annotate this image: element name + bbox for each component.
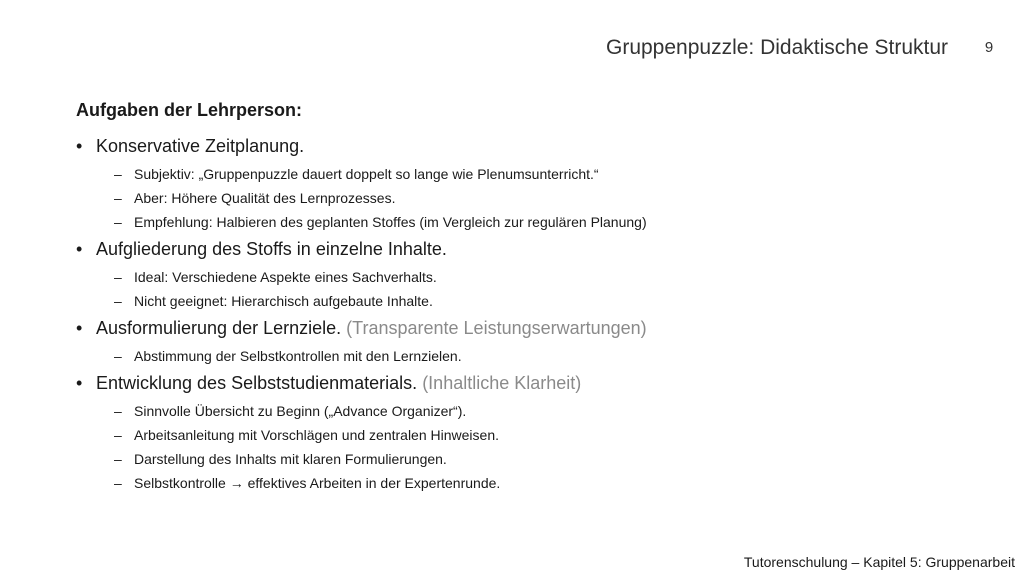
sub-bullet-text: Empfehlung: Halbieren des geplanten Stoffes (im Vergleich zur regulären Planung)	[134, 214, 647, 230]
bullet-icon: •	[76, 373, 83, 393]
sub-bullet-item	[76, 162, 976, 186]
sub-bullet-text: Arbeitsanleitung mit Vorschlägen und zentralen Hinweisen.	[134, 427, 499, 443]
dash-icon: –	[114, 451, 122, 467]
sub-bullet-text: Aber: Höhere Qualität des Lernprozesses.	[134, 190, 396, 206]
sub-bullet-item	[76, 265, 976, 289]
slide-title: Gruppenpuzzle: Didaktische Struktur	[606, 36, 948, 59]
dash-icon: –	[114, 403, 122, 419]
bullet-text: Entwicklung des Selbststudienmaterials.	[96, 373, 418, 393]
sub-bullet-item	[76, 186, 976, 210]
sub-bullet-text: Nicht geeignet: Hierarchisch aufgebaute Inhalte.	[134, 293, 433, 309]
bullet-note: (Transparente Leistungserwartungen)	[346, 318, 647, 338]
dash-icon: –	[114, 166, 122, 182]
sub-bullet-text: Abstimmung der Selbstkontrollen mit den Lernzielen.	[134, 348, 462, 364]
bullet-icon: •	[76, 239, 83, 259]
sub-bullet-text: Subjektiv: „Gruppenpuzzle dauert doppelt so lange wie Plenumsunterricht.“	[134, 166, 599, 182]
sub-bullet-item	[76, 447, 976, 471]
bullet-icon: •	[76, 136, 83, 156]
slide-content	[76, 99, 976, 495]
sub-bullet-text: Selbstkontrolle → effektives Arbeiten in der Expertenrunde.	[134, 475, 501, 491]
dash-icon: –	[114, 190, 122, 206]
dash-icon: –	[114, 348, 122, 364]
dash-icon: –	[114, 427, 122, 443]
sub-bullet-item	[76, 210, 976, 234]
bullet-text: Aufgliederung des Stoffs in einzelne Inhalte.	[96, 239, 447, 259]
sub-bullet-text: Darstellung des Inhalts mit klaren Formulierungen.	[134, 451, 447, 467]
slide-footer: Tutorenschulung – Kapitel 5: Gruppenarbeit	[743, 554, 1015, 570]
sub-bullet-text: Ideal: Verschiedene Aspekte eines Sachverhalts.	[134, 269, 437, 285]
sub-bullet-item	[76, 471, 976, 495]
page-number: 9	[984, 39, 994, 56]
bullet-item	[76, 238, 976, 260]
dash-icon: –	[114, 269, 122, 285]
section-heading: Aufgaben der Lehrperson:	[76, 100, 303, 120]
dash-icon: –	[114, 293, 122, 309]
bullet-item	[76, 372, 976, 394]
bullet-text: Konservative Zeitplanung.	[96, 136, 305, 156]
bullet-icon: •	[76, 318, 83, 338]
sub-bullet-item	[76, 423, 976, 447]
dash-icon: –	[114, 475, 122, 491]
bullet-text: Ausformulierung der Lernziele.	[96, 318, 342, 338]
sub-bullet-item	[76, 344, 976, 368]
sub-bullet-text: Sinnvolle Übersicht zu Beginn („Advance Organizer“).	[134, 403, 467, 419]
sub-bullet-item	[76, 289, 976, 313]
bullet-item	[76, 317, 976, 339]
sub-bullet-item	[76, 399, 976, 423]
bullet-item	[76, 135, 976, 157]
dash-icon: –	[114, 214, 122, 230]
bullet-note: (Inhaltliche Klarheit)	[422, 373, 582, 393]
